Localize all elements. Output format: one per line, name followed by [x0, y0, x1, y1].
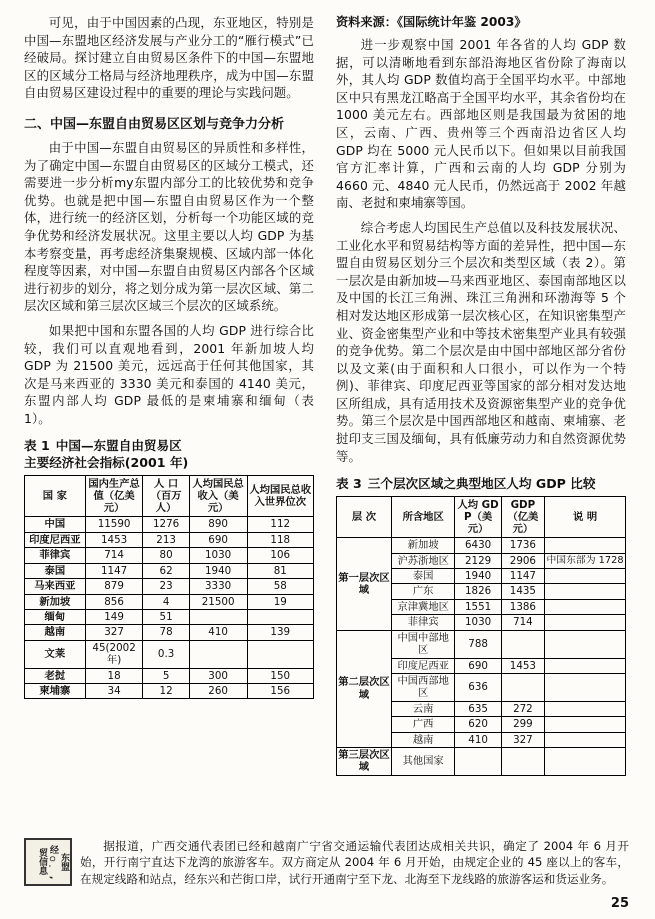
- table1-r5-c0: 新加坡: [25, 594, 86, 609]
- table1-caption: [24, 437, 314, 471]
- table-row: [25, 517, 314, 532]
- table2-l1-r3-c1: 1826: [455, 584, 501, 599]
- table2-l1-r5-c1: 1030: [455, 615, 501, 630]
- right-paragraph-1: 进一步观察中国 2001 年各省的人均 GDP 数据，可以清晰地看到东部沿海地区省份除了海南以外，其人均 GDP 数值均高于全国平均水平。中部地区中只有黑龙江略高于全国平均水平，其余省份均在 1000 美元左右。西部地区则是我国最为贫困的地区，云南、广西、贵州等三个西南沿边省区人均 GDP 均在 5000 元人民币以下。但如果以目前我国官方汇率计算，广西和云南的人均 GDP 分别为 4660 元、4840 元人民币，仍然远高于 2002 年越南、老挝和柬埔寨等国。: [336, 37, 626, 211]
- table2-l2-r3-c2: 272: [501, 701, 544, 716]
- table1-header-row: [25, 476, 314, 517]
- table-gdp-comparison: [336, 496, 626, 776]
- table2-l2-r4-c2: 299: [501, 717, 544, 732]
- table1-r10-c4: 156: [247, 683, 313, 698]
- table1-r4-c4: 58: [247, 579, 313, 594]
- table1-r7-c2: 78: [143, 625, 189, 640]
- table2-l2-r4-c0: 广西: [391, 717, 455, 732]
- table1-r1-c4: 118: [247, 532, 313, 547]
- table-row: [25, 609, 314, 624]
- table2-l1-r5-c3: [545, 615, 626, 630]
- table2-layer-1: 第一层次区域: [337, 538, 392, 630]
- table2-l2-r5-c3: [545, 732, 626, 747]
- table2-l1-r2-c0: 泰国: [391, 569, 455, 584]
- table1-r3-c1: 1147: [85, 563, 143, 578]
- table1-r7-c3: 410: [189, 625, 247, 640]
- table1-r1-c1: 1453: [85, 532, 143, 547]
- table2-l2-r0-c3: [545, 630, 626, 658]
- table2-l1-r4-c1: 1551: [455, 599, 501, 614]
- table1-r1-c0: 印度尼西亚: [25, 532, 86, 547]
- left-paragraph-2: 由于中国—东盟自由贸易区的异质性和多样性，为了确定中国—东盟自由贸易区的区域分工模式，还需要进一步分析my东盟内部分工的比较优势和竞争优势。也就是把中国—东盟自由贸易区作为一个整体，进行统一的经济区划，分析每一个功能区域的竞争优势和经济发展状况。这里主要以人均 GDP 为基本考察变量，再考虑经济集聚规模、区域内部一体化程度等因素，对中国—东盟自由贸易区内部各个区域进行初步的划分，将之划分成为第一层次区域、第二层次区域和第三层次区域三个层次的区域系统。: [24, 139, 314, 314]
- source-note: 资料来源：《国际统计年鉴 2003》: [336, 15, 527, 29]
- table2-l1-r3-c0: 广东: [391, 584, 455, 599]
- table2-l2-r2-c3: [545, 673, 626, 701]
- table2-l1-r4-c0: 京津冀地区: [391, 599, 455, 614]
- table2-l2-r3-c0: 云南: [391, 701, 455, 716]
- table1-r6-c4: [247, 609, 313, 624]
- table1-r8-c0: 文莱: [25, 640, 86, 668]
- table1-r4-c2: 23: [143, 579, 189, 594]
- spacer: [24, 103, 314, 109]
- table1-r3-c2: 62: [143, 563, 189, 578]
- table1-r7-c4: 139: [247, 625, 313, 640]
- table1-r10-c3: 260: [189, 683, 247, 698]
- table-row: [25, 640, 314, 668]
- table2-l2-r2-c2: [501, 673, 544, 701]
- table2-l2-r1-c1: 690: [455, 658, 501, 673]
- table2-col-4: 说 明: [545, 497, 626, 538]
- table-economic-indicators: [24, 475, 314, 699]
- page-number: 25: [610, 896, 629, 911]
- table1-r9-c0: 老挝: [25, 668, 86, 683]
- table1-r8-c3: [189, 640, 247, 668]
- table2-l1-r5-c0: 菲律宾: [391, 615, 455, 630]
- table1-body: [25, 517, 314, 699]
- table1-r5-c1: 856: [85, 594, 143, 609]
- table1-r0-c4: 112: [247, 517, 313, 532]
- table1-col-4: 人均国民总收入世界位次: [247, 476, 313, 517]
- table2-l1-r1-c1: 2129: [455, 553, 501, 568]
- table2-l2-r1-c3: [545, 658, 626, 673]
- table2-l3-r0-c0: 其他国家: [391, 747, 455, 775]
- table1-r6-c1: 149: [85, 609, 143, 624]
- table1-r2-c4: 106: [247, 548, 313, 563]
- left-paragraph-3: 如果把中国和东盟各国的人均 GDP 进行综合比较，我们可以直观地看到，2001 年新加坡人均 GDP 为 21500 美元，远远高于任何其他国家，其次是马来西亚的 3330 美元和泰国的 4140 美元，东盟内部人均 GDP 最低的是柬埔寨和缅甸（表 1）。: [24, 322, 314, 426]
- table-row: [337, 747, 626, 775]
- table1-r3-c3: 1940: [189, 563, 247, 578]
- table1-r4-c0: 马来西亚: [25, 579, 86, 594]
- table2-l2-r5-c2: 327: [501, 732, 544, 747]
- table2-l3-r0-c3: [545, 747, 626, 775]
- table1-r10-c1: 34: [85, 683, 143, 698]
- table2-l1-r5-c2: 714: [501, 615, 544, 630]
- table2-col-1: 所含地区: [391, 497, 455, 538]
- table1-r6-c3: [189, 609, 247, 624]
- table2-l2-r2-c0: 中国西部地区: [391, 673, 455, 701]
- two-column-layout: [24, 14, 629, 776]
- table2-l2-r4-c3: [545, 717, 626, 732]
- table1-r3-c4: 81: [247, 563, 313, 578]
- table2-layer-3: 第三层次区域: [338, 748, 390, 774]
- footnote-text: 据报道，广西交通代表团已经和越南广宁省交通运输代表团达成相关共识，确定了 2004 年 6 月开始，开行南宁直达下龙湾的旅游客车。双方商定从 2004 年 6 月开始，由规定企业的 45 座以上的客车，在规定线路和站点，经东兴和芒街口岸，试行开通南宁至下龙、北海至下龙线路的旅游客运和货运业务。: [80, 838, 629, 886]
- table1-col-0: 国 家: [25, 476, 86, 517]
- table1-r8-c4: [247, 640, 313, 668]
- table1-r5-c3: 21500: [189, 594, 247, 609]
- table1-r8-c2: 0.3: [143, 640, 189, 668]
- table2-l1-r3-c3: [545, 584, 626, 599]
- table1-r9-c2: 5: [143, 668, 189, 683]
- table2-l2-r1-c2: 1453: [501, 658, 544, 673]
- table-row: [337, 630, 626, 658]
- table1-r2-c0: 菲律宾: [25, 548, 86, 563]
- table2-l1-r0-c1: 6430: [455, 538, 501, 553]
- table2-l2-r2-c1: 636: [455, 673, 501, 701]
- table1-r2-c1: 714: [85, 548, 143, 563]
- table1-col-3: 人均国民总收入（美元）: [189, 476, 247, 517]
- left-column: [24, 14, 314, 776]
- table2-l1-r1-c2: 2906: [501, 553, 544, 568]
- table1-col-2: 人 口（百万人）: [143, 476, 189, 517]
- table1-col-1: 国内生产总 值（亿美元）: [85, 476, 143, 517]
- table-row: [337, 538, 626, 553]
- table2-caption: [336, 475, 626, 492]
- table1-r5-c4: 19: [247, 594, 313, 609]
- table1-r10-c0: 柬埔寨: [25, 683, 86, 698]
- table1-r4-c3: 3330: [189, 579, 247, 594]
- table1-r9-c4: 150: [247, 668, 313, 683]
- right-column: [336, 14, 626, 776]
- table-row: [25, 532, 314, 547]
- table2-l2-r5-c0: 越南: [391, 732, 455, 747]
- table-row: [25, 548, 314, 563]
- table2-l1-r0-c3: [545, 538, 626, 553]
- footnote-block: [24, 838, 629, 887]
- table2-title: 三个层次区域之典型地区人均 GDP 比较: [367, 476, 596, 492]
- table2-l1-r0-c0: 新加坡: [391, 538, 455, 553]
- table2-l2-r0-c2: [501, 630, 544, 658]
- table1-r7-c0: 越南: [25, 625, 86, 640]
- table2-l2-r3-c3: [545, 701, 626, 716]
- table2-header-row: [337, 497, 626, 538]
- table2-l1-r1-c0: 沪苏浙地区: [391, 553, 455, 568]
- table2-l3-r0-c1: [455, 747, 501, 775]
- table2-layer-2: 第二层次区域: [337, 630, 392, 747]
- table2-l2-r0-c1: 788: [455, 630, 501, 658]
- section-heading: 二、中国—东盟自由贸易区区划与竞争力分析: [24, 116, 285, 132]
- table1-r1-c2: 213: [143, 532, 189, 547]
- table2-l1-r4-c3: [545, 599, 626, 614]
- table2-l2-r3-c1: 635: [455, 701, 501, 716]
- table1-r0-c2: 1276: [143, 517, 189, 532]
- table1-r9-c3: 300: [189, 668, 247, 683]
- table2-l1-r2-c3: [545, 569, 626, 584]
- table2-l2-r0-c0: 中国中部地区: [391, 630, 455, 658]
- table1-r1-c3: 690: [189, 532, 247, 547]
- table-row: [25, 625, 314, 640]
- right-paragraph-2: 综合考虑人均国民生产总值以及科技发展状况、工业化水平和贸易结构等方面的差异性，把中国—东盟自由贸易区划分三个层次和类型区域（表 2）。第一层次是由新加坡—马来西亚地区、泰国南部地区以及中国的长江三角洲、珠江三角洲和环渤海等 5 个相对发达地区形成第一层次核心区，在知识密集型产业、资金密集型产业和中等技术密集型产业具有较强的竞争优势。第二个层次是由中国中部地区部分省份以及文莱(由于面积和人口很小，可以作为一个特例)、菲律宾、印度尼西亚等国家的部分相对发达地区所组成，具有适用技术及资源密集型产业的竞争优势。第三个层次是中国西部地区和越南、柬埔寨、老挝印支三国及缅甸，具有低廉劳动力和自然资源优势等。: [336, 219, 626, 464]
- left-paragraph-1: 可见，由于中国因素的凸现，东亚地区，特别是中国—东盟地区经济发展与产业分工的“雁行模式”已经破局。探讨建立自由贸易区条件下的中国—东盟地区的区域分工格局与经济地理秩序，成为中国—东盟自由贸易区建设过程中的重要的理论与实践问题。: [24, 15, 314, 101]
- table1-r0-c3: 890: [189, 517, 247, 532]
- table2-l1-r1-c3: 中国东部为 1728: [545, 553, 626, 568]
- table2-col-3: GDP（亿美元）: [501, 497, 544, 538]
- table1-r2-c3: 1030: [189, 548, 247, 563]
- table2-l3-r0-c2: [501, 747, 544, 775]
- table2-col-2: 人均 GDP（美元）: [455, 497, 501, 538]
- table-row: [25, 683, 314, 698]
- table1-r9-c1: 18: [85, 668, 143, 683]
- table1-title: 中国—东盟自由贸易区: [55, 438, 182, 454]
- table-row: [25, 579, 314, 594]
- table2-l1-r2-c1: 1940: [455, 569, 501, 584]
- table1-number: 表 1: [24, 438, 50, 454]
- table-row: [25, 594, 314, 609]
- table1-r0-c0: 中国: [25, 517, 86, 532]
- table1-r2-c2: 80: [143, 548, 189, 563]
- table2-col-0: 层 次: [337, 497, 392, 538]
- table2-l1-r2-c2: 1147: [501, 569, 544, 584]
- table1-r7-c1: 327: [85, 625, 143, 640]
- table-row: [25, 563, 314, 578]
- table2-l2-r5-c1: 410: [455, 732, 501, 747]
- table1-r3-c0: 泰国: [25, 563, 86, 578]
- table2-body: [337, 538, 626, 776]
- table2-l1-r4-c2: 1386: [501, 599, 544, 614]
- table2-l1-r0-c2: 1736: [501, 538, 544, 553]
- table1-r10-c2: 12: [143, 683, 189, 698]
- table2-l2-r4-c1: 620: [455, 717, 501, 732]
- seal-stamp-icon: 东盟经், 贸信息: [24, 838, 72, 886]
- table1-r6-c2: 51: [143, 609, 189, 624]
- table1-r4-c1: 879: [85, 579, 143, 594]
- table1-r8-c1: 45(2002 年): [85, 640, 143, 668]
- table2-l2-r1-c0: 印度尼西亚: [391, 658, 455, 673]
- table1-subtitle: 主要经济社会指标(2001 年): [24, 455, 189, 471]
- table2-l1-r3-c2: 1435: [501, 584, 544, 599]
- table1-r6-c0: 缅甸: [25, 609, 86, 624]
- table-row: [25, 668, 314, 683]
- table1-r0-c1: 11590: [85, 517, 143, 532]
- table1-r5-c2: 4: [143, 594, 189, 609]
- table2-number: 表 3: [336, 476, 362, 492]
